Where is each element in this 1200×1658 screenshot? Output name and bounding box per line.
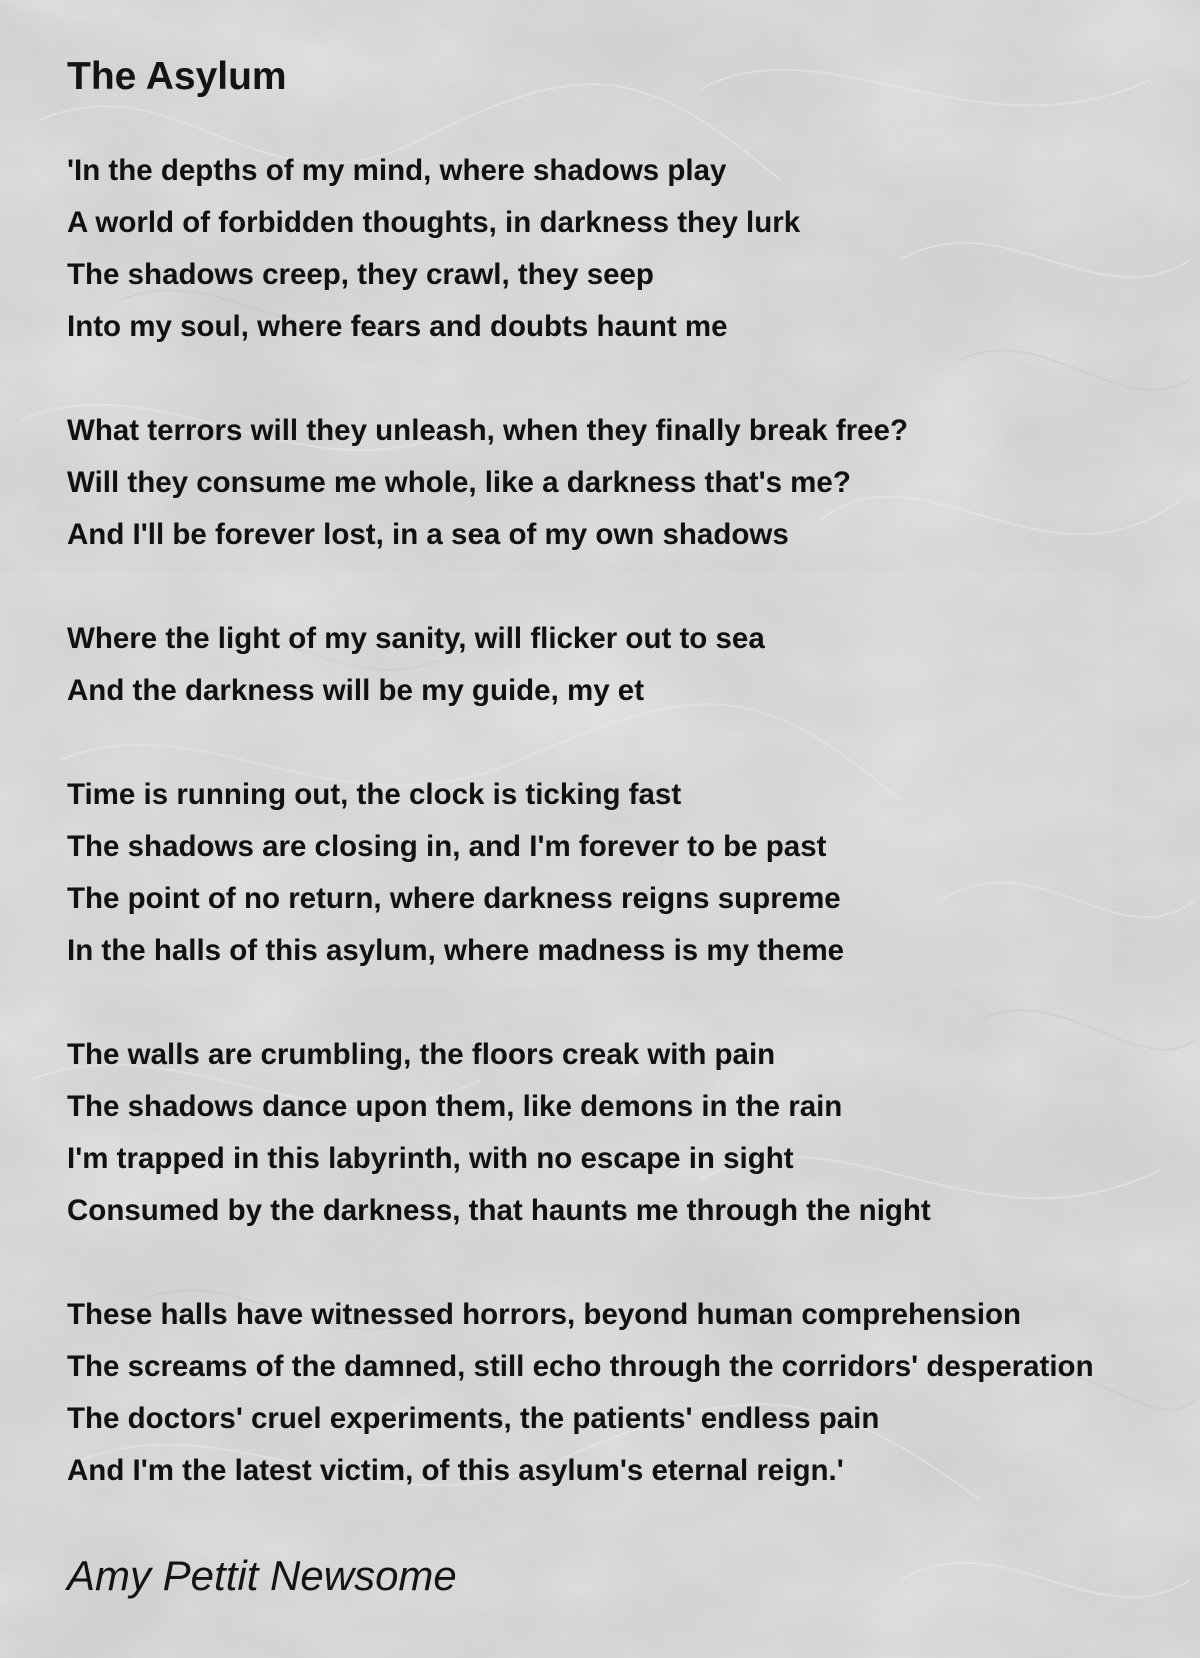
poem-line: And I'm the latest victim, of this asylum's eternal reign.' [67,1454,844,1487]
poem-line: Will they consume me whole, like a darkness that's me? [67,466,851,499]
poem-line: The shadows creep, they crawl, they seep [67,258,654,291]
poem-line: The walls are crumbling, the floors creak with pain [67,1038,776,1071]
stanza-1 [67,145,1197,353]
poem-line: The shadows are closing in, and I'm forever to be past [67,830,827,863]
poem-line: Where the light of my sanity, will flicker out to sea [67,622,765,655]
poem-line: These halls have witnessed horrors, beyond human comprehension [67,1298,1022,1331]
poem-line: And the darkness will be my guide, my et [67,674,645,707]
stanza-3 [67,613,1197,717]
poem-line: And I'll be forever lost, in a sea of my own shadows [67,518,789,551]
stanza-6 [67,1289,1197,1497]
poem-line: In the halls of this asylum, where madness is my theme [67,934,845,967]
poem-title: The Asylum [67,55,287,98]
poem-author: Amy Pettit Newsome [67,1552,457,1599]
poem-line: The point of no return, where darkness reigns supreme [67,882,841,915]
poem-line: The doctors' cruel experiments, the patients' endless pain [67,1402,880,1435]
poem-line: What terrors will they unleash, when they finally break free? [67,414,908,447]
poem-line: The shadows dance upon them, like demons in the rain [67,1090,843,1123]
poem-line: Time is running out, the clock is ticking fast [67,778,682,811]
poem-line: I'm trapped in this labyrinth, with no escape in sight [67,1142,794,1175]
poem-line: A world of forbidden thoughts, in darkness they lurk [67,206,801,239]
stanza-2 [67,405,1197,561]
stanza-5 [67,1029,1197,1237]
stanza-4 [67,769,1197,977]
poem-container [67,50,1197,1603]
poem-line: 'In the depths of my mind, where shadows play [67,154,727,187]
poem-line: The screams of the damned, still echo through the corridors' desperation [67,1350,1094,1383]
poem-line: Consumed by the darkness, that haunts me through the night [67,1194,931,1227]
poem-line: Into my soul, where fears and doubts haunt me [67,310,728,343]
